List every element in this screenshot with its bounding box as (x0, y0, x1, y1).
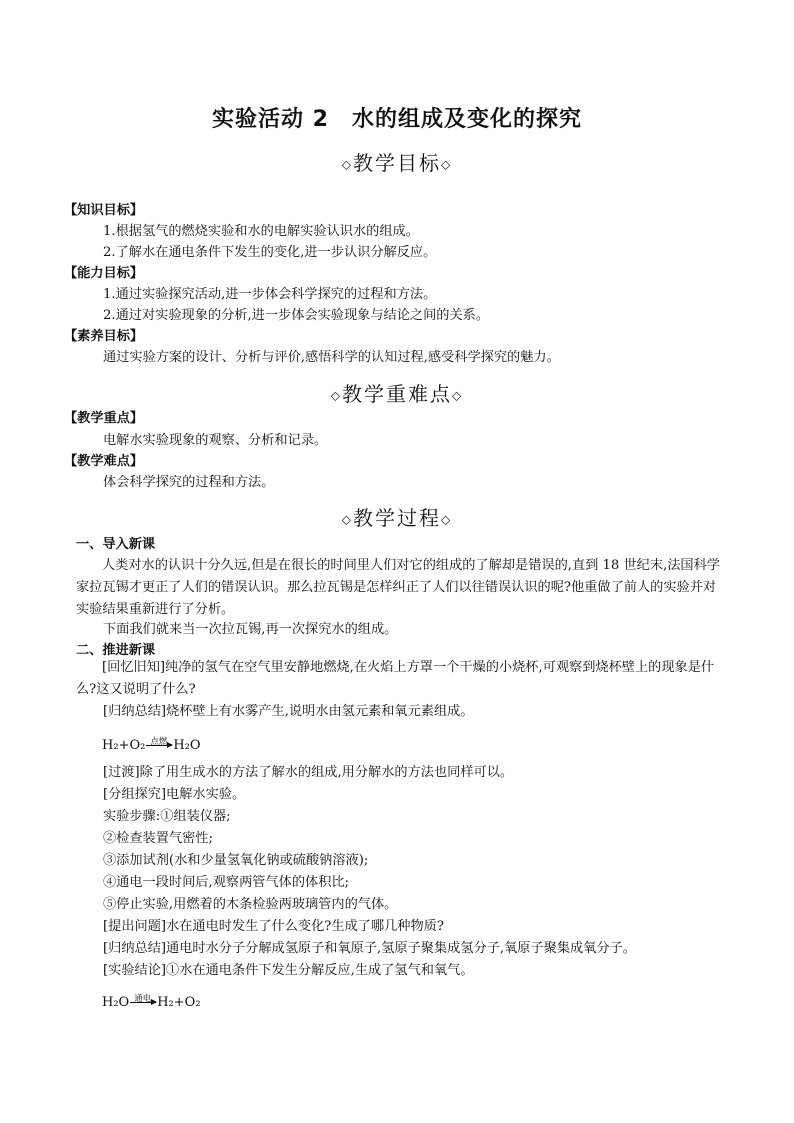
process-part1-paragraph-2: 下面我们就来当一次拉瓦锡,再一次探究水的组成。 (103, 622, 398, 637)
equation-water-electrolysis (102, 995, 201, 1010)
diamond-icon: ◇ (452, 388, 464, 403)
literacy-goal-1: 通过实验方案的设计、分析与评价,感悟科学的认知过程,感受科学探究的魅力。 (103, 350, 560, 365)
literacy-goal-heading: 【素养目标】 (64, 329, 144, 344)
page-title: 实验活动 2 水的组成及变化的探究 (212, 107, 582, 132)
summary-1: [归纳总结]烧杯壁上有水雾产生,说明水由氢元素和氧元素组成。 (103, 704, 474, 719)
section-heading-key-points (0, 378, 794, 407)
experiment-step-1: 实验步骤:①组装仪器; (103, 809, 231, 824)
key-point-heading: 【教学重点】 (64, 411, 144, 426)
key-point-1: 电解水实验现象的观察、分析和记录。 (103, 433, 328, 448)
reaction-arrow-icon (146, 737, 172, 747)
summary-2: [归纳总结]通电时水分子分解成氢原子和氧原子,氢原子聚集成氢分子,氧原子聚集成氧分子。 (103, 941, 636, 956)
experiment-step-4: ④通电一段时间后,观察两管气体的体积比; (103, 875, 350, 890)
recall-tag: [回忆旧知] (102, 660, 166, 675)
section-heading-process (0, 502, 794, 531)
equation-right: H₂O (173, 738, 201, 753)
group-exploration: [分组探究]电解水实验。 (103, 787, 246, 802)
equation-left: H₂+O₂ (102, 738, 146, 753)
section-heading-objectives (0, 147, 794, 176)
knowledge-goal-heading: 【知识目标】 (64, 203, 144, 218)
section-heading-text: 教学重难点 (342, 382, 452, 406)
diamond-icon: ◇ (441, 512, 453, 527)
transition: [过渡]除了用生成水的方法了解水的组成,用分解水的方法也同样可以。 (103, 765, 514, 780)
recall-paragraph (76, 657, 724, 701)
experiment-step-2: ②检查装置气密性; (103, 831, 213, 846)
ability-goal-heading: 【能力目标】 (64, 266, 144, 281)
reaction-condition: 点燃 (150, 737, 168, 747)
knowledge-goal-2: 2.了解水在通电条件下发生的变化,进一步认识分解反应。 (103, 245, 437, 260)
ability-goal-2: 2.通过对实验现象的分析,进一步体会实验现象与结论之间的关系。 (103, 308, 490, 323)
difficulty-heading: 【教学难点】 (64, 454, 144, 469)
diamond-icon: ◇ (341, 157, 353, 172)
diamond-icon: ◇ (330, 388, 342, 403)
difficulty-1: 体会科学探究的过程和方法。 (103, 475, 275, 490)
equation-right: H₂+O₂ (157, 995, 201, 1010)
conclusion: [实验结论]①水在通电条件下发生分解反应,生成了氢气和氧气。 (103, 963, 474, 978)
diamond-icon: ◇ (341, 512, 353, 527)
ability-goal-1: 1.通过实验探究活动,进一步体会科学探究的过程和方法。 (103, 287, 437, 302)
process-part1-paragraph: 人类对水的认识十分久远,但是在很长的时间里人们对它的组成的了解却是错误的,直到 18 世纪末,法国科学家拉瓦锡才更正了人们的错误认识。那么拉瓦锡是怎样纠正了人们以往错误认识的呢?他重做了前人的实验并对实验结果重新进行了分析。 (76, 558, 720, 617)
diamond-icon: ◇ (441, 157, 453, 172)
section-heading-text: 教学目标 (353, 151, 441, 175)
recall-text: 纯净的氢气在空气里安静地燃烧,在火焰上方罩一个干燥的小烧杯,可观察到烧杯壁上的现象是什么?这又说明了什么? (76, 660, 715, 697)
process-part1-heading: 一、导入新课 (76, 537, 156, 552)
reaction-condition: 通电 (134, 994, 152, 1004)
equation-hydrogen-combustion (102, 738, 201, 753)
reaction-arrow-icon (130, 994, 156, 1004)
experiment-step-3: ③添加试剂(水和少量氢氧化钠或硫酸钠溶液); (103, 853, 369, 868)
process-part2-heading: 二、推进新课 (76, 643, 156, 658)
equation-left: H₂O (102, 995, 130, 1010)
experiment-step-5: ⑤停止实验,用燃着的木条检验两玻璃管内的气体。 (103, 897, 398, 912)
question: [提出问题]水在通电时发生了什么变化?生成了哪几种物质? (103, 919, 444, 934)
knowledge-goal-1: 1.根据氢气的燃烧实验和水的电解实验认识水的组成。 (103, 224, 419, 239)
section-heading-text: 教学过程 (353, 506, 441, 530)
